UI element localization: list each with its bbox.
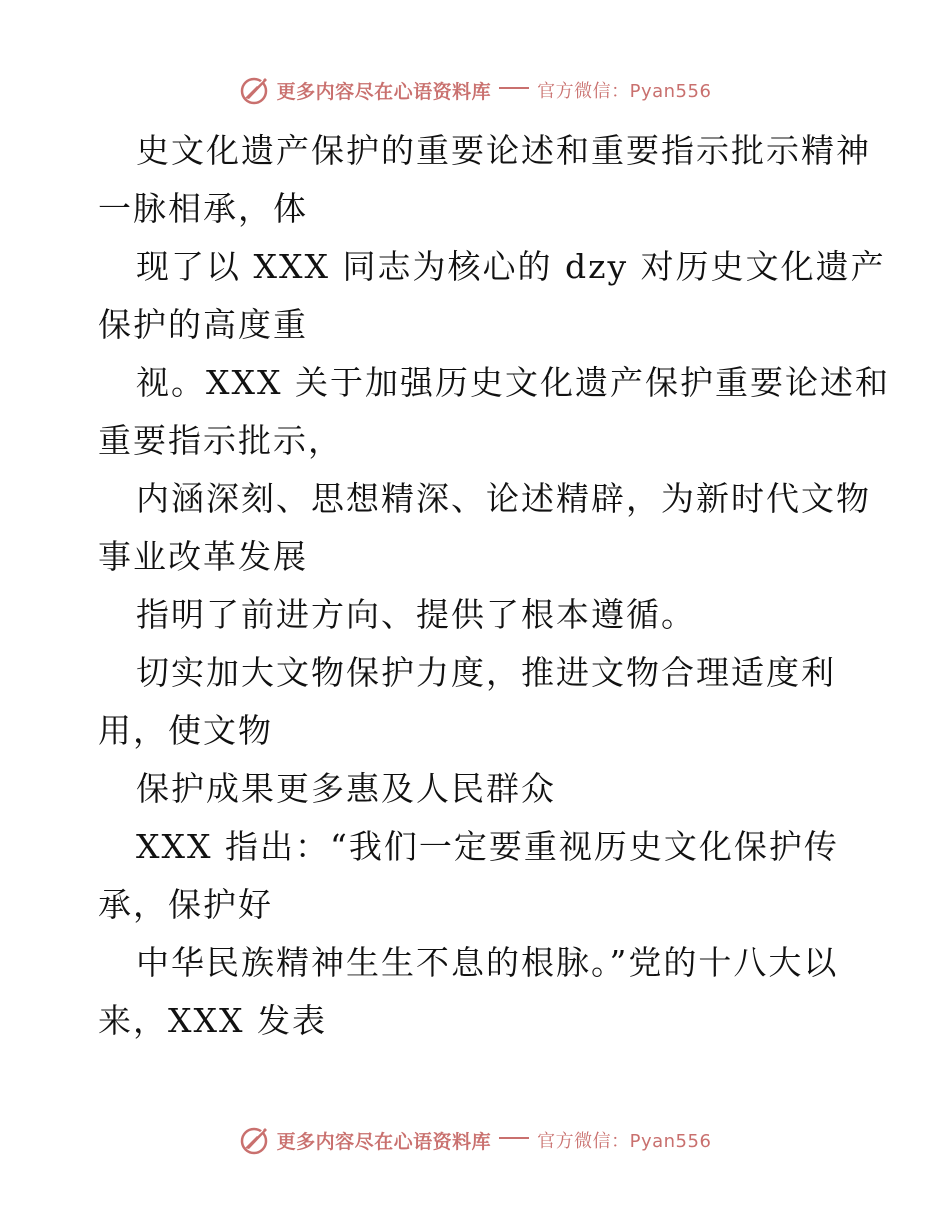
text-line: 用，使文物 [98,711,273,750]
text-line: 一脉相承，体 [98,189,308,228]
document-body [98,122,890,1050]
quill-logo-icon [239,1124,271,1156]
banner-wechat: 官方微信：Pyan556 [537,81,712,102]
text-line: XXX 指出：“我们一定要重视历史文化保护传 [136,827,839,866]
text-line: 保护的高度重 [98,305,308,344]
banner-title: 更多内容尽在心语资料库 [276,1130,492,1153]
text-line: 承，保护好 [98,885,273,924]
text-line: 指明了前进方向、提供了根本遵循。 [136,595,696,634]
text-line: 内涵深刻、思想精深、论述精辟，为新时代文物 [136,479,871,518]
text-line: 中华民族精神生生不息的根脉。”党的十八大以 [136,943,839,982]
banner-title: 更多内容尽在心语资料库 [276,80,492,103]
quill-logo-icon [239,74,271,106]
text-line: 重要指示批示， [98,421,343,460]
text-line: 视。XXX 关于加强历史文化遗产保护重要论述和 [136,363,890,402]
banner-divider [499,87,529,89]
banner-wechat: 官方微信：Pyan556 [537,1131,712,1152]
text-line: 切实加大文物保护力度，推进文物合理适度利 [136,653,836,692]
header-banner [0,72,950,108]
text-line: 史文化遗产保护的重要论述和重要指示批示精神 [136,131,871,170]
text-line: 事业改革发展 [98,537,308,576]
text-line: 保护成果更多惠及人民群众 [136,769,556,808]
footer-banner [0,1122,950,1158]
banner-divider [499,1137,529,1139]
text-line: 现了以 XXX 同志为核心的 dzy 对历史文化遗产 [136,247,886,286]
text-line: 来，XXX 发表 [98,1001,327,1040]
